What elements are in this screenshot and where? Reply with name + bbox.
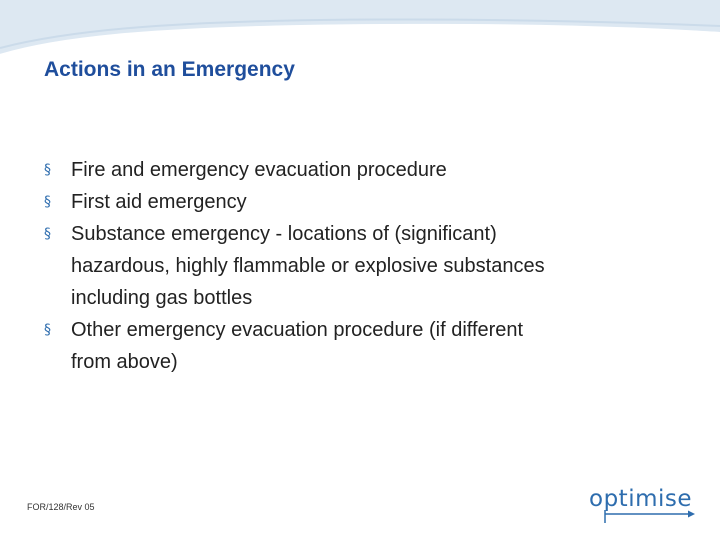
bullet-text-line: hazardous, highly flammable or explosive substances	[71, 255, 545, 277]
slide-title: Actions in an Emergency	[44, 58, 295, 81]
logo-wordmark: optimise	[589, 486, 693, 512]
bullet-item	[44, 186, 684, 218]
bullet-item	[44, 314, 684, 378]
optimise-logo	[585, 486, 695, 526]
bullet-marker-icon: §	[44, 226, 51, 242]
bullet-text-line: Substance emergency - locations of (significant)	[71, 223, 497, 245]
bullet-marker-icon: §	[44, 162, 51, 178]
bullet-text-line: Other emergency evacuation procedure (if different	[71, 319, 524, 341]
bullet-item	[44, 154, 684, 186]
bullet-text-line: from above)	[71, 351, 178, 373]
bullet-marker-icon: §	[44, 322, 51, 338]
bullet-text-line: Fire and emergency evacuation procedure	[71, 159, 447, 181]
bullet-list	[44, 154, 684, 378]
bullet-text-line: First aid emergency	[71, 191, 247, 213]
bullet-marker-icon: §	[44, 194, 51, 210]
bullet-item	[44, 218, 684, 314]
document-reference-code: FOR/128/Rev 05	[27, 502, 95, 512]
bullet-text-line: including gas bottles	[71, 287, 253, 309]
